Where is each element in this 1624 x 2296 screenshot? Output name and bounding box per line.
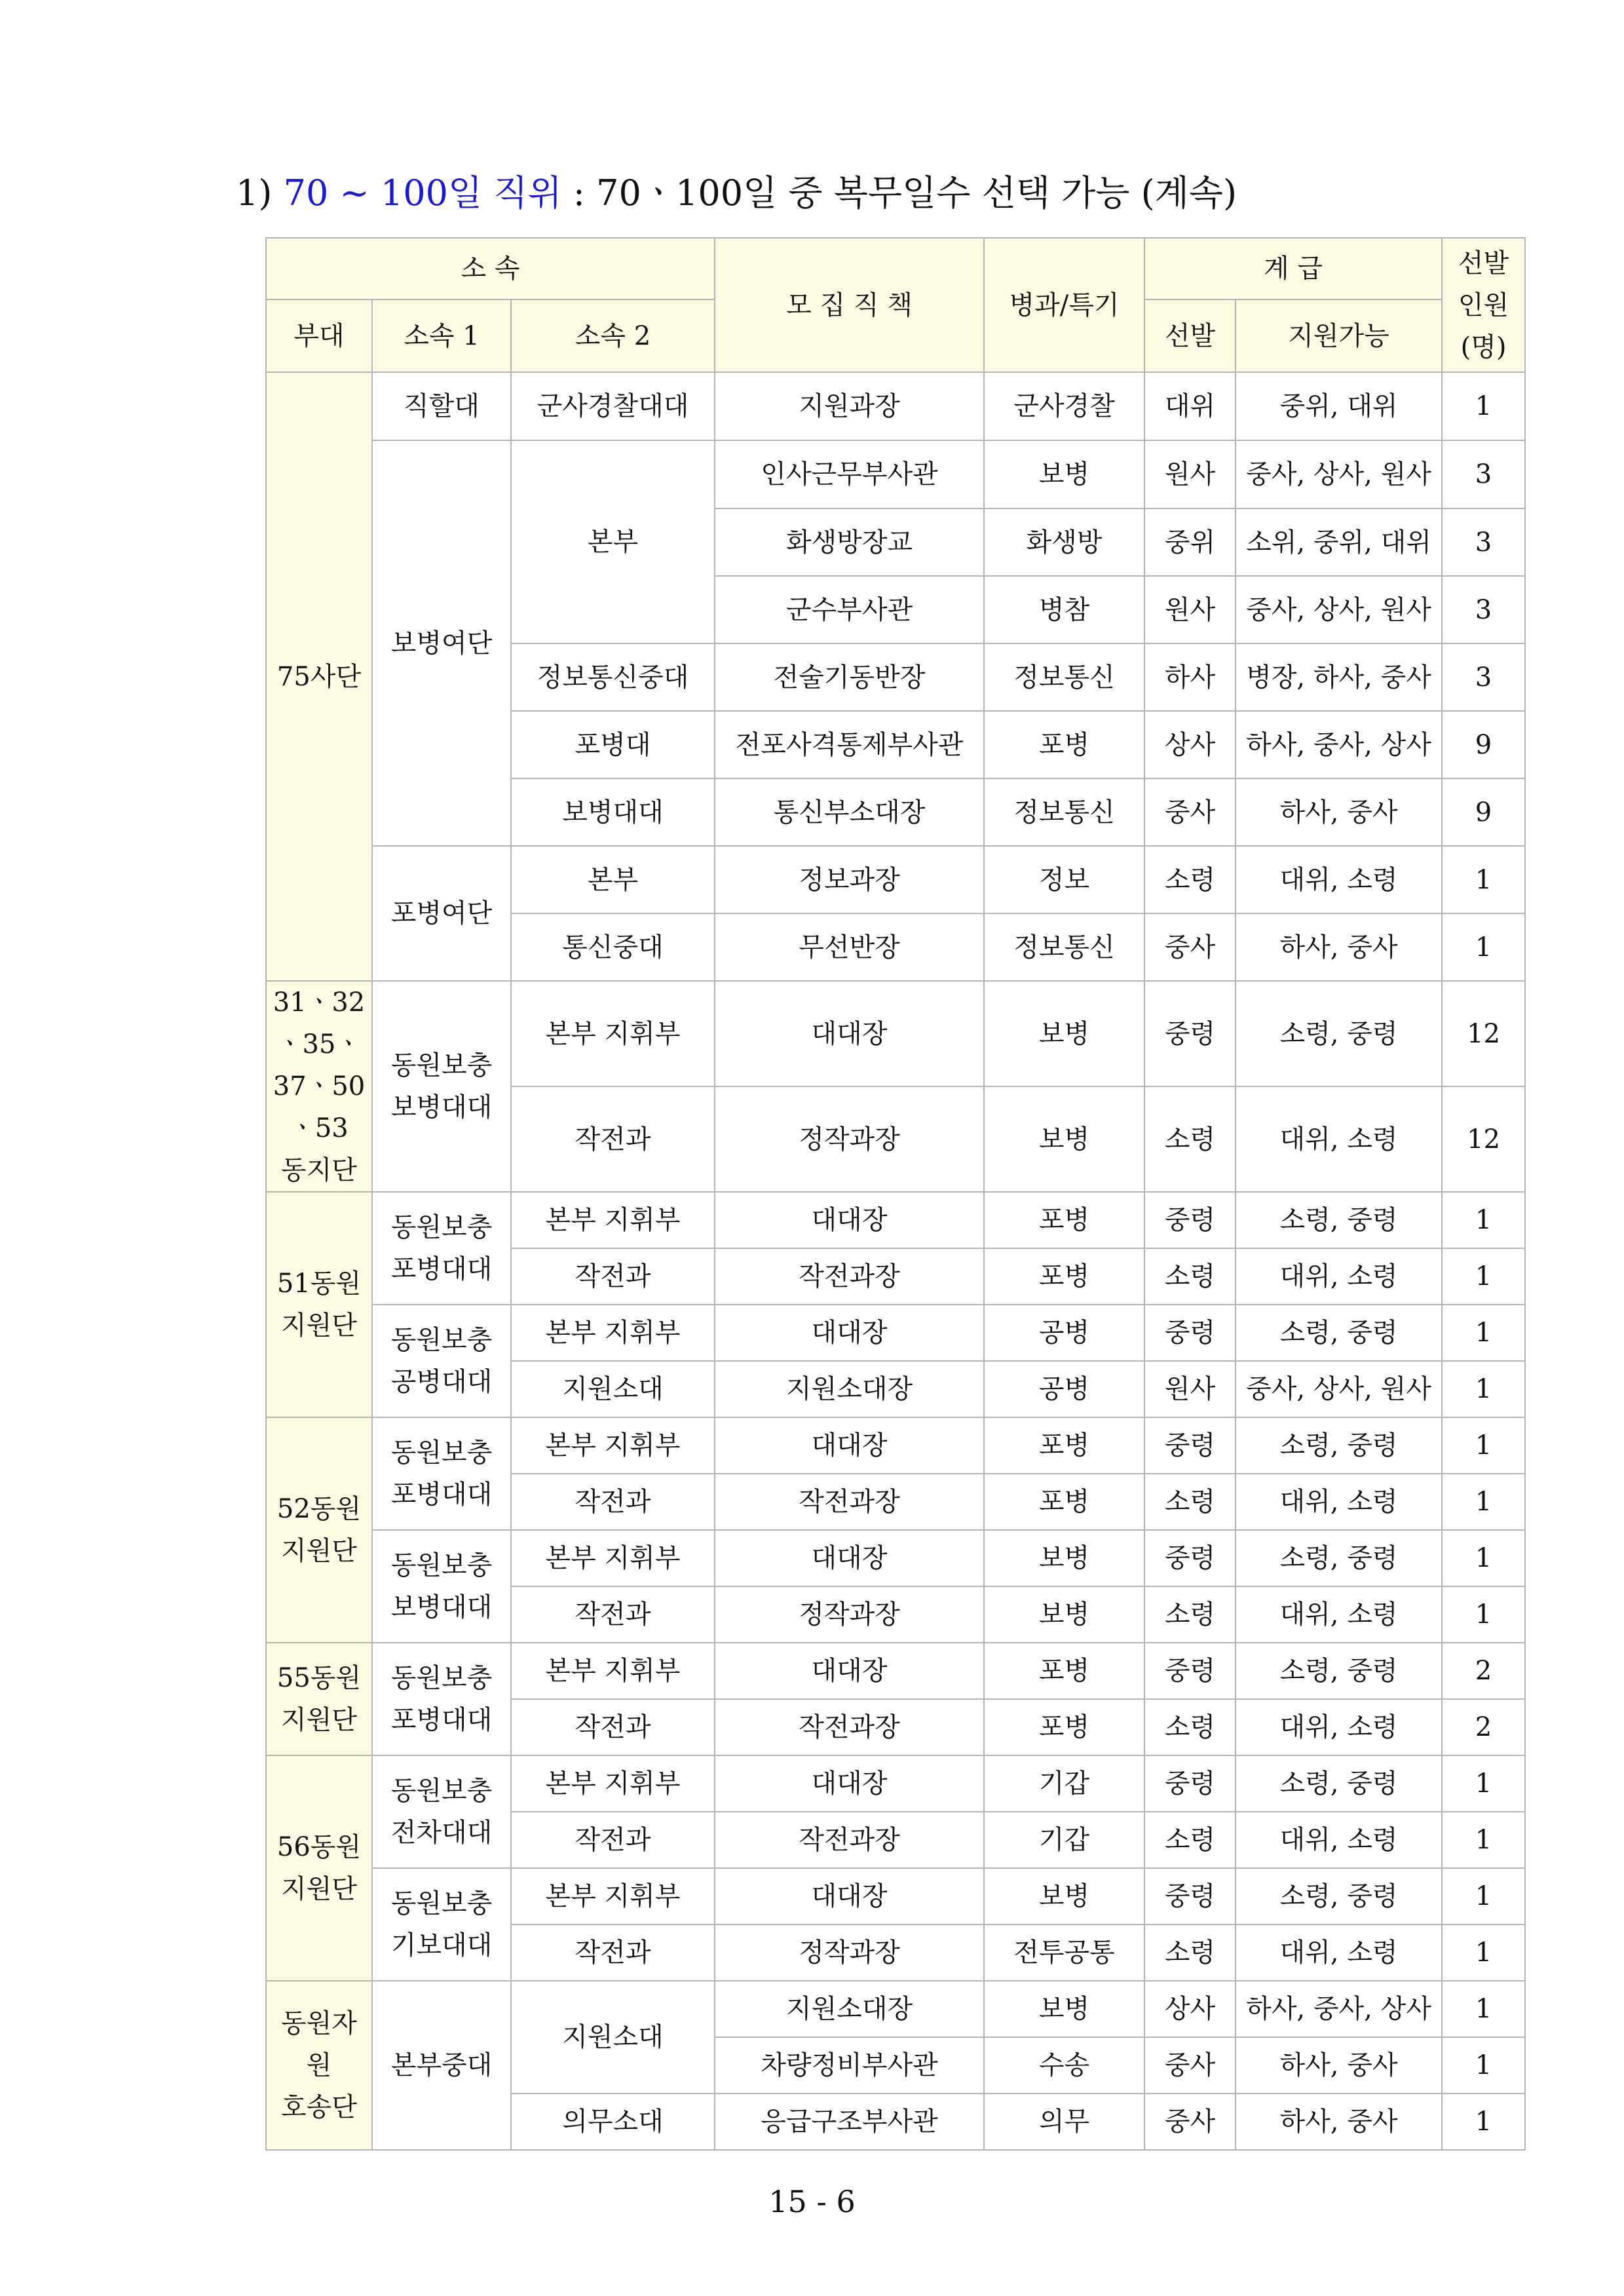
rank-selected-cell: 원사	[1144, 576, 1236, 643]
rank-selected-cell: 중령	[1144, 981, 1236, 1086]
rank-eligible-cell: 하사, 중사, 상사	[1236, 1981, 1442, 2037]
rank-selected-cell: 소령	[1144, 846, 1236, 913]
sub2-cell: 군사경찰대대	[511, 372, 715, 440]
position-cell: 작전과장	[715, 1248, 984, 1305]
rank-eligible-cell: 하사, 중사	[1236, 2094, 1442, 2150]
header-branch: 병과/특기	[984, 238, 1144, 372]
count-cell: 1	[1442, 1755, 1525, 1812]
rank-selected-cell: 중령	[1144, 1643, 1236, 1699]
rank-selected-cell: 중령	[1144, 1530, 1236, 1586]
branch-cell: 보병	[984, 1981, 1144, 2037]
sub1-cell: 직할대	[372, 372, 511, 440]
sub2-cell: 지원소대	[511, 1361, 715, 1417]
sub2-cell: 본부 지휘부	[511, 1868, 715, 1924]
sub2-cell: 본부 지휘부	[511, 1192, 715, 1248]
count-cell: 1	[1442, 2037, 1525, 2094]
sub2-cell: 작전과	[511, 1812, 715, 1868]
position-cell: 대대장	[715, 1417, 984, 1474]
rank-selected-cell: 중령	[1144, 1868, 1236, 1924]
branch-cell: 군사경찰	[984, 372, 1144, 440]
count-cell: 9	[1442, 711, 1525, 778]
count-cell: 1	[1442, 1474, 1525, 1530]
branch-cell: 기갑	[984, 1755, 1144, 1812]
sub2-cell: 통신중대	[511, 913, 715, 981]
sub2-cell: 본부 지휘부	[511, 1755, 715, 1812]
position-cell: 정작과장	[715, 1086, 984, 1192]
rank-selected-cell: 소령	[1144, 1924, 1236, 1981]
count-cell: 12	[1442, 981, 1525, 1086]
count-cell: 1	[1442, 1361, 1525, 1417]
sub2-cell: 작전과	[511, 1586, 715, 1643]
sub2-cell: 작전과	[511, 1924, 715, 1981]
rank-eligible-cell: 소령, 중령	[1236, 1192, 1442, 1248]
unit-cell: 동원자원 호송단	[266, 1981, 372, 2150]
rank-eligible-cell: 대위, 소령	[1236, 1248, 1442, 1305]
position-cell: 작전과장	[715, 1699, 984, 1755]
header-position: 모 집 직 책	[715, 238, 984, 372]
rank-eligible-cell: 소령, 중령	[1236, 1755, 1442, 1812]
rank-eligible-cell: 대위, 소령	[1236, 846, 1442, 913]
rank-eligible-cell: 하사, 중사	[1236, 913, 1442, 981]
sub1-cell: 동원보충 기보대대	[372, 1868, 511, 1981]
position-cell: 무선반장	[715, 913, 984, 981]
rank-selected-cell: 중령	[1144, 1192, 1236, 1248]
position-cell: 지원과장	[715, 372, 984, 440]
sub2-cell: 본부	[511, 440, 715, 643]
branch-cell: 보병	[984, 1530, 1144, 1586]
sub2-cell: 작전과	[511, 1086, 715, 1192]
rank-eligible-cell: 하사, 중사	[1236, 2037, 1442, 2094]
rank-eligible-cell: 대위, 소령	[1236, 1812, 1442, 1868]
section-heading	[236, 164, 1237, 223]
page-number: 15 - 6	[768, 2184, 856, 2219]
rank-eligible-cell: 병장, 하사, 중사	[1236, 643, 1442, 711]
sub1-cell: 동원보충 보병대대	[372, 981, 511, 1192]
rank-eligible-cell: 대위, 소령	[1236, 1586, 1442, 1643]
position-cell: 통신부소대장	[715, 778, 984, 846]
header-rank-eligible: 지원가능	[1236, 299, 1442, 372]
position-cell: 대대장	[715, 1868, 984, 1924]
rank-selected-cell: 중사	[1144, 2094, 1236, 2150]
count-cell: 1	[1442, 1812, 1525, 1868]
rank-selected-cell: 소령	[1144, 1586, 1236, 1643]
header-count: 선발 인원 (명)	[1442, 238, 1525, 372]
rank-selected-cell: 대위	[1144, 372, 1236, 440]
unit-cell: 31ㆍ32 ㆍ35ㆍ 37ㆍ50 ㆍ53 동지단	[266, 981, 372, 1192]
rank-selected-cell: 소령	[1144, 1699, 1236, 1755]
sub1-cell: 포병여단	[372, 846, 511, 981]
heading-number: 1)	[236, 172, 273, 214]
rank-eligible-cell: 소위, 중위, 대위	[1236, 508, 1442, 576]
unit-cell: 75사단	[266, 372, 372, 981]
position-cell: 차량정비부사관	[715, 2037, 984, 2094]
position-cell: 군수부사관	[715, 576, 984, 643]
rank-selected-cell: 중위	[1144, 508, 1236, 576]
rank-selected-cell: 원사	[1144, 1361, 1236, 1417]
branch-cell: 의무	[984, 2094, 1144, 2150]
rank-selected-cell: 소령	[1144, 1474, 1236, 1530]
branch-cell: 화생방	[984, 508, 1144, 576]
header-unit: 부대	[266, 299, 372, 372]
count-cell: 2	[1442, 1643, 1525, 1699]
sub1-cell: 본부중대	[372, 1981, 511, 2150]
rank-eligible-cell: 소령, 중령	[1236, 1530, 1442, 1586]
branch-cell: 포병	[984, 711, 1144, 778]
sub1-cell: 동원보충 전차대대	[372, 1755, 511, 1868]
header-rank: 계 급	[1144, 238, 1442, 299]
sub1-cell: 동원보충 공병대대	[372, 1305, 511, 1417]
position-cell: 지원소대장	[715, 1981, 984, 2037]
position-cell: 대대장	[715, 1530, 984, 1586]
sub2-cell: 작전과	[511, 1474, 715, 1530]
count-cell: 1	[1442, 1530, 1525, 1586]
rank-selected-cell: 상사	[1144, 711, 1236, 778]
sub2-cell: 본부 지휘부	[511, 1305, 715, 1361]
position-cell: 대대장	[715, 1755, 984, 1812]
header-affiliation: 소 속	[266, 238, 715, 299]
rank-selected-cell: 중사	[1144, 778, 1236, 846]
branch-cell: 포병	[984, 1417, 1144, 1474]
unit-cell: 55동원 지원단	[266, 1643, 372, 1755]
branch-cell: 포병	[984, 1474, 1144, 1530]
position-cell: 응급구조부사관	[715, 2094, 984, 2150]
count-cell: 3	[1442, 508, 1525, 576]
sub2-cell: 본부 지휘부	[511, 1643, 715, 1699]
branch-cell: 정보통신	[984, 643, 1144, 711]
position-cell: 대대장	[715, 1192, 984, 1248]
rank-eligible-cell: 소령, 중령	[1236, 1305, 1442, 1361]
position-cell: 정작과장	[715, 1924, 984, 1981]
rank-eligible-cell: 대위, 소령	[1236, 1699, 1442, 1755]
sub1-cell: 동원보충 보병대대	[372, 1530, 511, 1643]
position-cell: 대대장	[715, 981, 984, 1086]
sub1-cell: 동원보충 포병대대	[372, 1192, 511, 1305]
rank-selected-cell: 중령	[1144, 1305, 1236, 1361]
position-cell: 전술기동반장	[715, 643, 984, 711]
position-cell: 작전과장	[715, 1812, 984, 1868]
count-cell: 1	[1442, 1417, 1525, 1474]
header-rank-selected: 선발	[1144, 299, 1236, 372]
sub2-cell: 작전과	[511, 1699, 715, 1755]
count-cell: 1	[1442, 1981, 1525, 2037]
sub2-cell: 본부 지휘부	[511, 1417, 715, 1474]
count-cell: 1	[1442, 1192, 1525, 1248]
branch-cell: 포병	[984, 1248, 1144, 1305]
rank-eligible-cell: 중사, 상사, 원사	[1236, 440, 1442, 508]
rank-eligible-cell: 하사, 중사, 상사	[1236, 711, 1442, 778]
branch-cell: 정보	[984, 846, 1144, 913]
count-cell: 2	[1442, 1699, 1525, 1755]
branch-cell: 보병	[984, 1086, 1144, 1192]
sub1-cell: 동원보충 포병대대	[372, 1417, 511, 1530]
position-cell: 전포사격통제부사관	[715, 711, 984, 778]
count-cell: 1	[1442, 1868, 1525, 1924]
position-cell: 작전과장	[715, 1474, 984, 1530]
branch-cell: 공병	[984, 1305, 1144, 1361]
unit-cell: 56동원 지원단	[266, 1755, 372, 1981]
rank-selected-cell: 소령	[1144, 1086, 1236, 1192]
header-sub1: 소속 1	[372, 299, 511, 372]
sub2-cell: 포병대	[511, 711, 715, 778]
rank-eligible-cell: 하사, 중사	[1236, 778, 1442, 846]
rank-selected-cell: 중령	[1144, 1417, 1236, 1474]
unit-cell: 51동원 지원단	[266, 1192, 372, 1417]
count-cell: 1	[1442, 846, 1525, 913]
sub2-cell: 본부 지휘부	[511, 981, 715, 1086]
rank-eligible-cell: 중위, 대위	[1236, 372, 1442, 440]
position-cell: 대대장	[715, 1643, 984, 1699]
branch-cell: 정보통신	[984, 913, 1144, 981]
rank-eligible-cell: 소령, 중령	[1236, 1643, 1442, 1699]
position-cell: 대대장	[715, 1305, 984, 1361]
sub2-cell: 작전과	[511, 1248, 715, 1305]
rank-eligible-cell: 중사, 상사, 원사	[1236, 576, 1442, 643]
count-cell: 1	[1442, 1586, 1525, 1643]
rank-eligible-cell: 대위, 소령	[1236, 1924, 1442, 1981]
position-cell: 지원소대장	[715, 1361, 984, 1417]
rank-eligible-cell: 대위, 소령	[1236, 1086, 1442, 1192]
branch-cell: 보병	[984, 1586, 1144, 1643]
count-cell: 1	[1442, 2094, 1525, 2150]
sub1-cell: 보병여단	[372, 440, 511, 846]
branch-cell: 병참	[984, 576, 1144, 643]
branch-cell: 기갑	[984, 1812, 1144, 1868]
count-cell: 1	[1442, 1305, 1525, 1361]
branch-cell: 보병	[984, 981, 1144, 1086]
rank-selected-cell: 하사	[1144, 643, 1236, 711]
branch-cell: 보병	[984, 1868, 1144, 1924]
branch-cell: 포병	[984, 1643, 1144, 1699]
rank-eligible-cell: 소령, 중령	[1236, 1417, 1442, 1474]
branch-cell: 정보통신	[984, 778, 1144, 846]
sub2-cell: 지원소대	[511, 1981, 715, 2094]
rank-selected-cell: 중령	[1144, 1755, 1236, 1812]
header-sub2: 소속 2	[511, 299, 715, 372]
count-cell: 1	[1442, 913, 1525, 981]
rank-selected-cell: 소령	[1144, 1812, 1236, 1868]
sub2-cell: 의무소대	[511, 2094, 715, 2150]
rank-selected-cell: 중사	[1144, 913, 1236, 981]
position-cell: 화생방장교	[715, 508, 984, 576]
sub2-cell: 보병대대	[511, 778, 715, 846]
rank-selected-cell: 중사	[1144, 2037, 1236, 2094]
unit-cell: 52동원 지원단	[266, 1417, 372, 1643]
branch-cell: 포병	[984, 1192, 1144, 1248]
recruitment-table	[265, 237, 1526, 2151]
rank-selected-cell: 원사	[1144, 440, 1236, 508]
count-cell: 3	[1442, 576, 1525, 643]
branch-cell: 포병	[984, 1699, 1144, 1755]
rank-selected-cell: 소령	[1144, 1248, 1236, 1305]
branch-cell: 수송	[984, 2037, 1144, 2094]
count-cell: 9	[1442, 778, 1525, 846]
heading-rest: : 70ㆍ100일 중 복무일수 선택 가능 (계속)	[573, 172, 1237, 214]
sub2-cell: 본부	[511, 846, 715, 913]
count-cell: 1	[1442, 1248, 1525, 1305]
sub1-cell: 동원보충 포병대대	[372, 1643, 511, 1755]
branch-cell: 보병	[984, 440, 1144, 508]
count-cell: 12	[1442, 1086, 1525, 1192]
count-cell: 3	[1442, 643, 1525, 711]
position-cell: 정보과장	[715, 846, 984, 913]
position-cell: 인사근무부사관	[715, 440, 984, 508]
count-cell: 1	[1442, 372, 1525, 440]
rank-selected-cell: 상사	[1144, 1981, 1236, 2037]
position-cell: 정작과장	[715, 1586, 984, 1643]
rank-eligible-cell: 소령, 중령	[1236, 1868, 1442, 1924]
rank-eligible-cell: 소령, 중령	[1236, 981, 1442, 1086]
rank-eligible-cell: 대위, 소령	[1236, 1474, 1442, 1530]
rank-eligible-cell: 중사, 상사, 원사	[1236, 1361, 1442, 1417]
count-cell: 1	[1442, 1924, 1525, 1981]
heading-highlight: 70 ~ 100일 직위	[283, 172, 562, 214]
branch-cell: 전투공통	[984, 1924, 1144, 1981]
sub2-cell: 정보통신중대	[511, 643, 715, 711]
sub2-cell: 본부 지휘부	[511, 1530, 715, 1586]
count-cell: 3	[1442, 440, 1525, 508]
branch-cell: 공병	[984, 1361, 1144, 1417]
